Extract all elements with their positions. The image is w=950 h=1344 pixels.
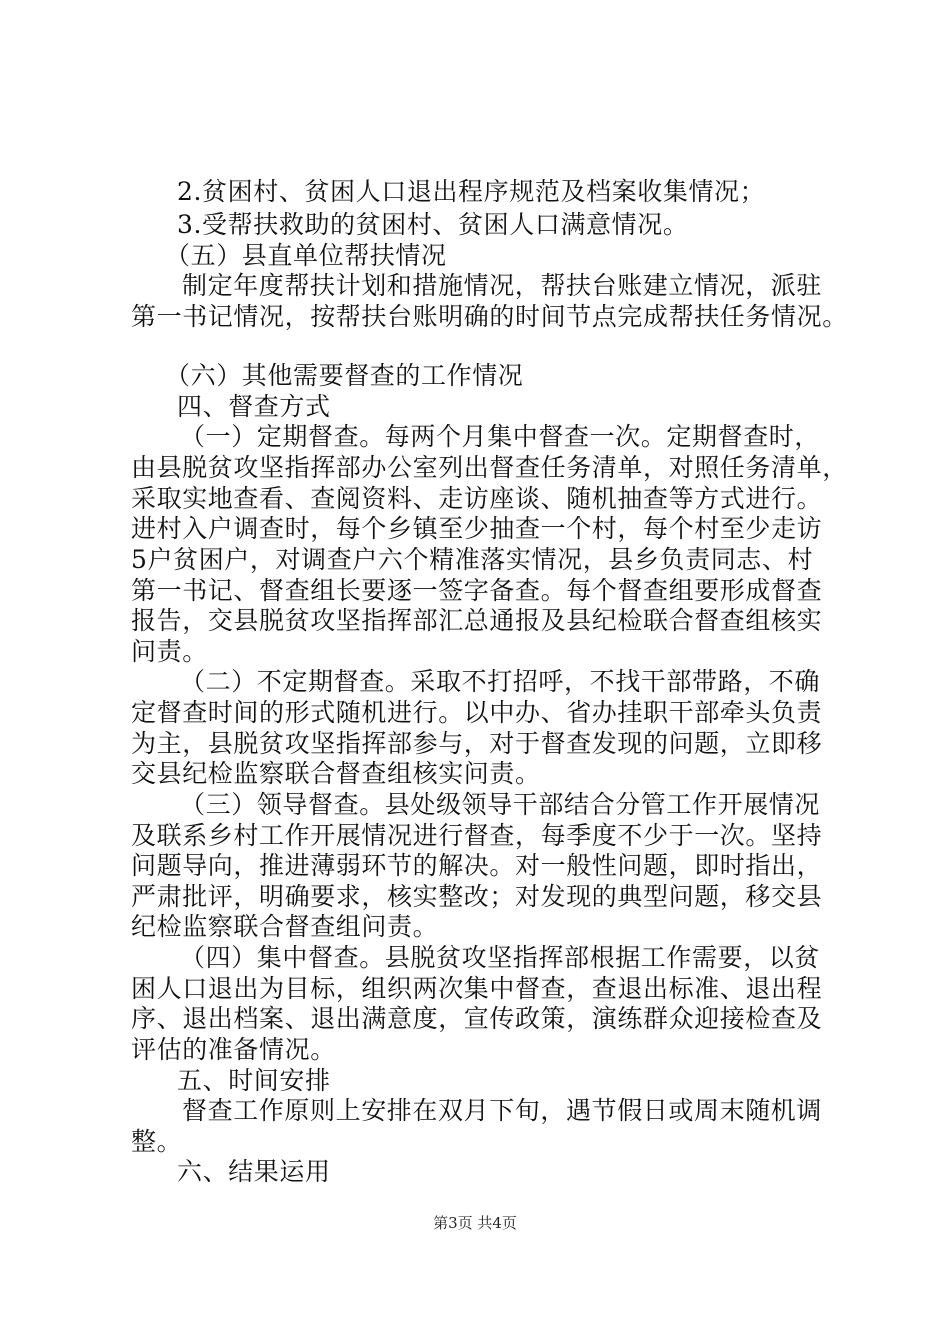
text-line: 及联系乡村工作开展情况进行督查，每季度不少于一次。坚持 — [131, 821, 823, 850]
text-line: 评估的准备情况。 — [131, 1035, 336, 1064]
text-line: 严肃批评，明确要求，核实整改；对发现的典型问题，移交县 — [131, 882, 823, 911]
section-heading: （六）其他需要督查的工作情况 — [165, 361, 524, 390]
text-line: 交县纪检监察联合督查组核实问责。 — [131, 759, 541, 788]
section-heading: （五）县直单位帮扶情况 — [165, 241, 447, 270]
text-line: 整。 — [131, 1127, 183, 1156]
text-line: 制定年度帮扶计划和措施情况，帮扶台账建立情况，派驻 — [182, 271, 823, 300]
text-line: 问题导向，推进薄弱环节的解决。对一般性问题，即时指出， — [131, 851, 823, 880]
text-line: 进村入户调查时，每个乡镇至少抽查一个村，每个村至少走访 — [131, 514, 823, 543]
text-line: （一）定期督查。每两个月集中督查一次。定期督查时， — [180, 422, 821, 451]
text-line: 定督查时间的形式随机进行。以中办、省办挂职干部牵头负责 — [131, 698, 823, 727]
page-total: 共4页 — [477, 1214, 517, 1232]
text-line: 由县脱贫攻坚指挥部办公室列出督查任务清单，对照任务清单， — [131, 453, 848, 482]
text-line: （二）不定期督查。采取不打招呼，不找干部带路，不确 — [180, 667, 821, 696]
text-line: 报告，交县脱贫攻坚指挥部汇总通报及县纪检联合督查组核实 — [131, 606, 823, 635]
text-line: 5户贫困户，对调查户六个精准落实情况，县乡负责同志、村 — [131, 545, 814, 574]
text-line: 3.受帮扶救助的贫困村、贫困人口满意情况。 — [177, 210, 689, 239]
text-line: （三）领导督查。县处级领导干部结合分管工作开展情况 — [180, 790, 821, 819]
text-line: 督查工作原则上安排在双月下旬，遇节假日或周末随机调 — [182, 1096, 823, 1125]
text-line: 2.贫困村、贫困人口退出程序规范及档案收集情况； — [177, 177, 766, 206]
text-line: （四）集中督查。县脱贫攻坚指挥部根据工作需要，以贫 — [180, 943, 821, 972]
section-heading: 四、督查方式 — [177, 392, 331, 421]
text-line: 问责。 — [131, 637, 208, 666]
page-number: 第3页 — [433, 1214, 473, 1232]
text-line: 采取实地查看、查阅资料、走访座谈、随机抽查等方式进行。 — [131, 484, 823, 513]
text-line: 第一书记、督查组长要逐一签字备查。每个督查组要形成督查 — [131, 576, 823, 605]
section-heading: 六、结果运用 — [177, 1157, 331, 1186]
page-footer — [0, 1213, 950, 1233]
text-line: 困人口退出为目标，组织两次集中督查，查退出标准、退出程 — [131, 974, 823, 1003]
section-heading: 五、时间安排 — [177, 1066, 331, 1095]
text-line: 第一书记情况，按帮扶台账明确的时间节点完成帮扶任务情况。 — [131, 302, 848, 331]
text-line: 纪检监察联合督查组问责。 — [131, 912, 439, 941]
text-line: 序、退出档案、退出满意度，宣传政策，演练群众迎接检查及 — [131, 1004, 823, 1033]
text-line: 为主，县脱贫攻坚指挥部参与，对于督查发现的问题，立即移 — [131, 729, 823, 758]
